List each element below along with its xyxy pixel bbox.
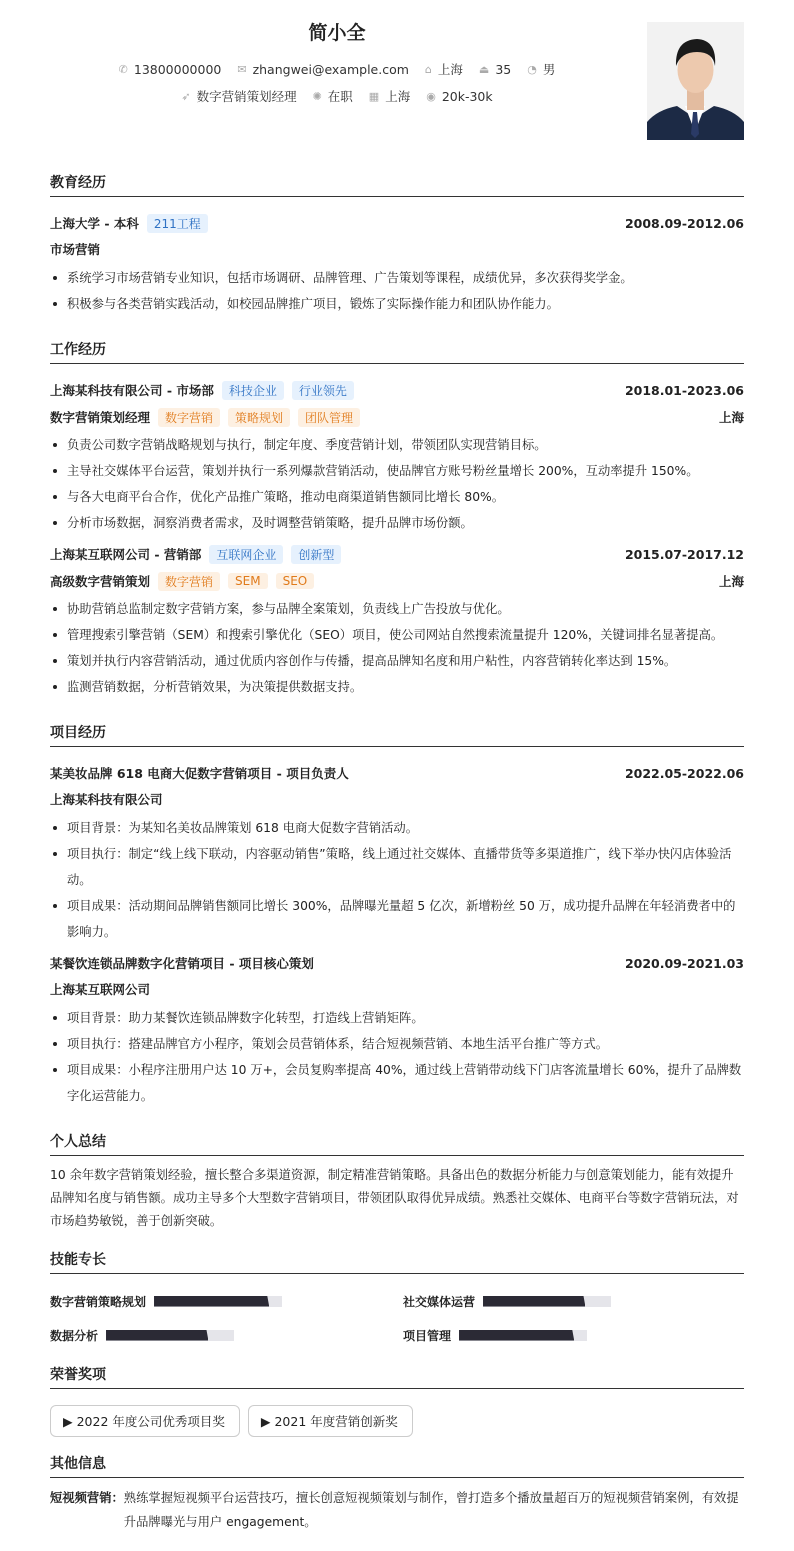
list-item: 积极参与各类营销实践活动，如校园品牌推广项目，锻炼了实际操作能力和团队协作能力。 [50,291,744,317]
list-item: 项目成果：活动期间品牌销售额同比增长 300%，品牌曝光量超 5 亿次，新增粉丝 50 万，成功提升品牌在年轻消费者中的影响力。 [50,893,744,945]
award-item: ▶ 2021 年度营销创新奖 [248,1405,413,1437]
skill-name: 社交媒体运营 [403,1294,476,1309]
contact-row [50,60,624,78]
project-date: 2022.05-2022.06 [624,765,744,781]
other-section [50,1453,744,1534]
company-tag: 互联网企业 [209,545,283,564]
project-company: 上海某互联网公司 [50,982,151,997]
skill-name: 项目管理 [403,1328,452,1343]
mail-icon: ✉ [237,62,247,76]
list-item: 协助营销总监制定数字营销方案，参与品牌全案策划，负责线上广告投放与优化。 [50,596,744,622]
summary-text: 10 余年数字营销策划经验，擅长整合多渠道资源，制定精准营销策略。具备出色的数据分析能力与创意策划能力，能有效提升品牌知名度与销售额。成功主导多个大型数字营销项目，带领团队取得优异成绩。熟悉社交媒体、电商平台等数字营销玩法，对市场趋势敏锐，善于创新突破。 [50,1168,739,1228]
skill-bar-fill [483,1296,585,1307]
list-item: 分析市场数据，洞察消费者需求，及时调整营销策略，提升品牌市场份额。 [50,510,744,536]
position: 数字营销策划经理 [196,89,297,104]
section-title: 项目经历 [50,722,744,747]
list-item: 主导社交媒体平台运营，策划并执行一系列爆款营销活动，使品牌官方账号粉丝量增长 200%，互动率提升 150%。 [50,458,744,484]
other-label: 短视频营销： [50,1491,124,1505]
company-tag: 创新型 [291,545,341,564]
send-icon: ➶ [181,89,191,103]
status-icon: ✺ [312,89,322,103]
section-title: 其他信息 [50,1453,744,1478]
job-entry [50,378,744,536]
list-item: 负责公司数字营销战略规划与执行，制定年度、季度营销计划，带领团队实现营销目标。 [50,432,744,458]
company-tag: 行业领先 [292,381,354,400]
candidate-name: 简小全 [308,22,366,44]
job-location: 上海 [718,410,744,425]
skill-bar [106,1330,234,1341]
company-tag: 科技企业 [222,381,284,400]
list-item: 策划并执行内容营销活动，通过优质内容创作与传播，提高品牌知名度和用户粘性，内容营销转化率达到 15%。 [50,648,744,674]
list-item: 项目背景：助力某餐饮连锁品牌数字化转型，打造线上营销矩阵。 [50,1005,744,1031]
skill-bar-fill [106,1330,208,1341]
section-title: 技能专长 [50,1249,744,1274]
work-city: 上海 [385,89,411,104]
job-date: 2015.07-2017.12 [624,546,744,562]
skill-bar [459,1330,587,1341]
skill-bar-fill [154,1296,269,1307]
major: 市场营销 [50,242,101,257]
role-tag: SEO [276,573,315,589]
role-tag: 策略规划 [228,408,290,427]
job-location: 上海 [718,574,744,589]
phone: 13800000000 [133,61,222,77]
profile-photo [647,22,744,140]
age-icon: ⏏ [478,62,490,76]
project-date: 2020.09-2021.03 [624,955,744,971]
list-item: 项目执行：制定“线上线下联动，内容驱动销售”策略，线上通过社交媒体、直播带货等多渠道推广，线下举办快闪店体验活动。 [50,841,744,893]
skill-bar-fill [459,1330,574,1341]
list-item: 项目成果：小程序注册用户达 10 万+，会员复购率提高 40%，通过线上营销带动线下门店客流量增长 60%，提升了品牌数字化运营能力。 [50,1057,744,1109]
job-date: 2018.01-2023.06 [624,382,744,398]
job-intent-row [50,87,624,105]
skill-item [403,1290,744,1312]
list-item: 项目执行：搭建品牌官方小程序，策划会员营销体系，结合短视频营销、本地生活平台推广等方式。 [50,1031,744,1057]
skill-item [50,1290,403,1312]
home-icon: ⌂ [424,62,432,76]
section-title: 个人总结 [50,1131,744,1156]
age: 35 [495,61,512,77]
awards-section [50,1364,744,1437]
salary: 20k-30k [441,88,493,104]
work-section [50,339,744,700]
other-text: 熟练掌握短视频平台运营技巧，擅长创意短视频策划与制作，曾打造多个播放量超百万的短视频营销案例，有效提升品牌曝光与用户 engagement。 [123,1491,739,1529]
skill-name: 数字营销策略规划 [50,1294,147,1309]
phone-icon: ✆ [118,62,128,76]
list-item: 项目背景：为某知名美妆品牌策划 618 电商大促数字营销活动。 [50,815,744,841]
award-item: ▶ 2022 年度公司优秀项目奖 [50,1405,240,1437]
skill-bar [154,1296,282,1307]
job-entry [50,542,744,700]
summary-section [50,1131,744,1233]
skills-section [50,1249,744,1346]
education-section [50,172,744,317]
list-item: 监测营销数据，分析营销效果，为决策提供数据支持。 [50,674,744,700]
edu-date: 2008.09-2012.06 [624,215,744,231]
project-entry [50,951,744,1109]
role: 高级数字营销策划 [50,574,151,589]
projects-section [50,722,744,1109]
school: 上海大学 - 本科 [50,216,139,231]
gender: 男 [542,62,556,77]
section-title: 教育经历 [50,172,744,197]
school-tag: 211工程 [147,214,208,233]
role-tag: 数字营销 [158,408,220,427]
company: 上海某互联网公司 - 营销部 [50,547,202,562]
section-title: 荣誉奖项 [50,1364,744,1389]
project-entry [50,761,744,945]
building-icon: ▦ [368,89,380,103]
gender-icon: ◔ [527,62,537,76]
company: 上海某科技有限公司 - 市场部 [50,383,214,398]
role-tag: SEM [228,573,268,589]
list-item: 管理搜索引擎营销（SEM）和搜索引擎优化（SEO）项目，使公司网站自然搜索流量提升 120%，关键词排名显著提高。 [50,622,744,648]
section-title: 工作经历 [50,339,744,364]
skill-name: 数据分析 [50,1328,99,1343]
salary-icon: ◉ [426,89,436,103]
role-tag: 数字营销 [158,572,220,591]
resume [50,0,744,1534]
project-company: 上海某科技有限公司 [50,792,163,807]
resume-header [50,0,744,150]
role-tag: 团队管理 [298,408,360,427]
project-name: 某美妆品牌 618 电商大促数字营销项目 - 项目负责人 [50,766,349,781]
role: 数字营销策划经理 [50,410,151,425]
list-item: 与各大电商平台合作，优化产品推广策略，推动电商渠道销售额同比增长 80%。 [50,484,744,510]
list-item: 系统学习市场营销专业知识，包括市场调研、品牌管理、广告策划等课程，成绩优异，多次获得奖学金。 [50,265,744,291]
status: 在职 [327,89,353,104]
skill-item [50,1324,403,1346]
skill-bar [483,1296,611,1307]
project-name: 某餐饮连锁品牌数字化营销项目 - 项目核心策划 [50,956,314,971]
email: zhangwei@example.com [252,61,409,77]
award-label: 2021 年度营销创新奖 [274,1414,398,1429]
city: 上海 [437,62,463,77]
skill-item [403,1324,744,1346]
award-label: 2022 年度公司优秀项目奖 [76,1414,225,1429]
